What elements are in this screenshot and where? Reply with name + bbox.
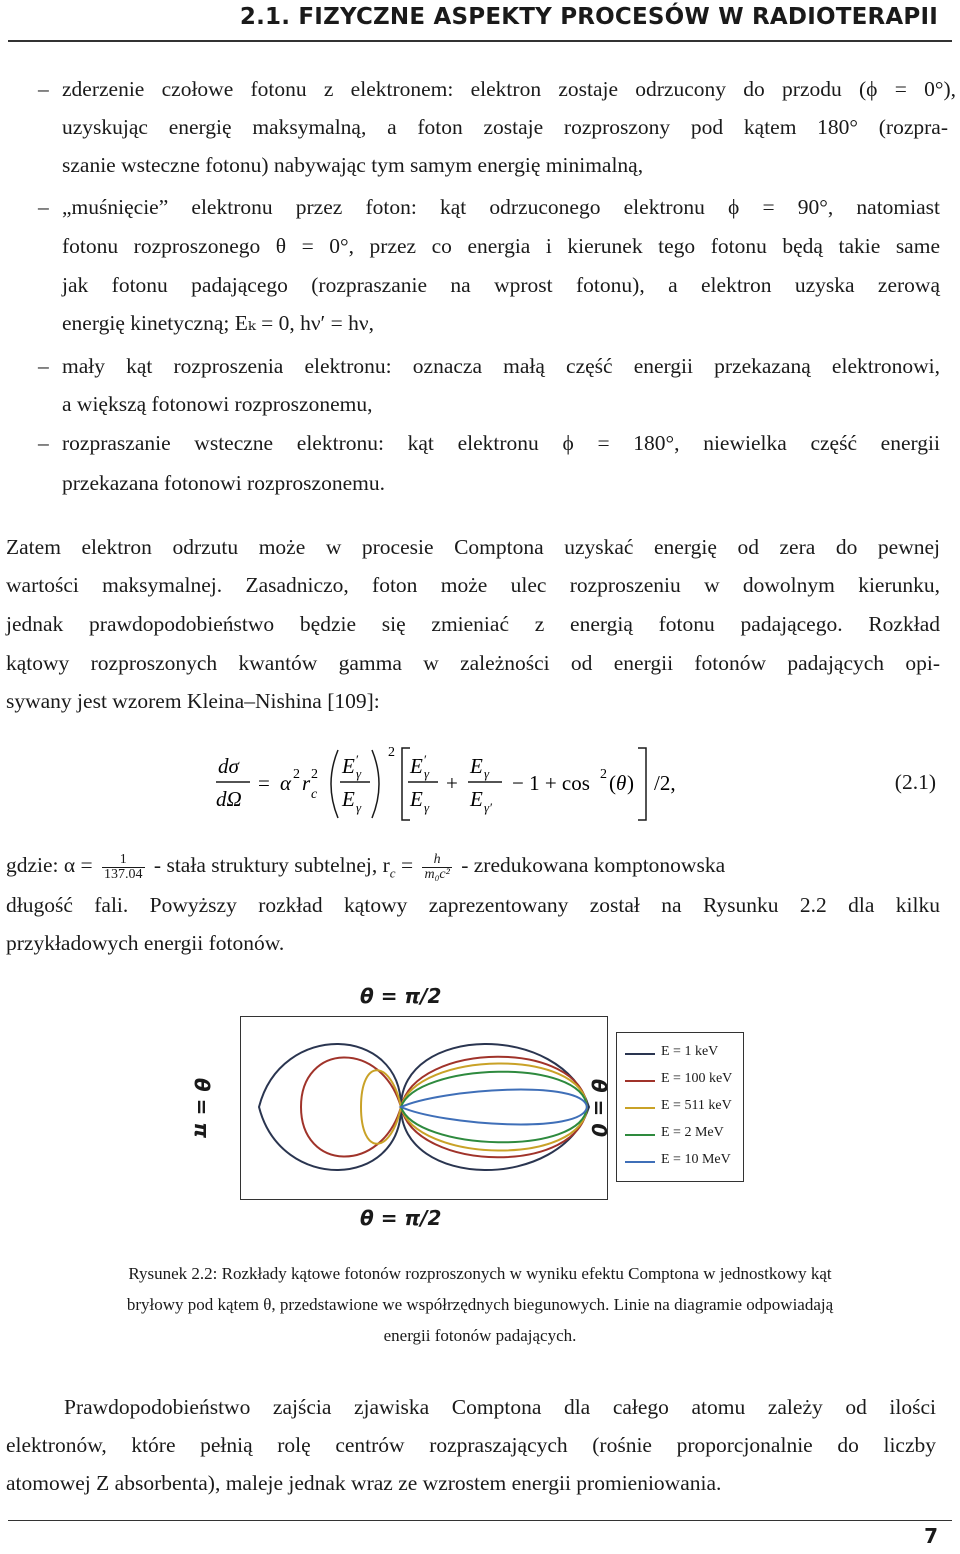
svg-text:E: E [410,754,423,778]
list-item-1-line-1: zderzenie czołowe fotonu z elektronem: elektron zostaje odrzucony do przodu (ϕ = 0°), [62,77,956,101]
rc-subscript: c [389,865,396,881]
paragraph-line: przykładowych energii fotonów. [6,931,285,955]
list-item-4-line-1: rozpraszanie wsteczne elektronu: kąt elektronu ϕ = 180°, niewielka część energii [62,431,940,455]
page-number: 7 [924,1524,938,1548]
list-item-1-line-2: uzyskując energię maksymalną, a foton zostaje rozproszony pod kątem 180° (rozpra- [62,115,948,139]
paragraph-line: jednak prawdopodobieństwo będzie się zmieniać z energią fotonu padającego. Rozkład [6,612,940,636]
caption-line: Rysunek 2.2: Rozkłady kątowe fotonów rozproszonych w wyniku efektu Comptona w jednostkowy kąt [128,1264,832,1283]
legend-swatch [625,1161,655,1163]
svg-text:/2,: /2, [654,771,676,795]
svg-text:E: E [410,787,423,811]
svg-text:+: + [446,771,458,795]
compton-wavelength-text: - zredukowana komptonowska [461,853,726,877]
list-item-3-line-1: mały kąt rozproszenia elektronu: oznacza małą część energii przekazaną elektronowi, [62,354,940,378]
paragraph-line: Prawdopodobieństwo zajścia zjawiska Comptona dla całego atomu zależy od ilości [64,1395,936,1419]
svg-text:2: 2 [600,767,607,782]
legend-item-100-kev [623,1068,741,1094]
fine-structure-text: - stała struktury subtelnej, r [153,853,390,877]
svg-text:γ: γ [424,766,430,781]
alpha-label: gdzie: α = [6,853,93,877]
list-item-3-line-2: a większą fotonowi rozproszonemu, [62,392,373,416]
legend-swatch [625,1080,655,1082]
polar-curves [241,1017,606,1198]
alpha-denominator: 137.04 [104,866,143,882]
legend-item-10-mev [623,1149,741,1175]
rc-numerator: h [422,853,451,868]
svg-text:− 1 + cos: − 1 + cos [512,771,590,795]
svg-text:dΩ: dΩ [216,787,242,811]
legend-item-2-mev [623,1122,741,1148]
list-dash: – [38,354,49,378]
svg-text:′: ′ [356,752,359,767]
curve-1-kev [259,1044,401,1170]
svg-text:α: α [280,771,292,795]
constants-line [6,850,940,884]
svg-text:E: E [470,787,483,811]
legend-item-511-kev [623,1095,741,1121]
list-item-2-line-2: fotonu rozproszonego θ = 0°, przez co energia i kierunek tego fotonu będą takie same [62,234,940,258]
svg-text:r: r [302,771,311,795]
legend-label: E = 1 keV [661,1044,719,1059]
paragraph-line: sywany jest wzorem Kleina–Nishina [109]: [6,689,380,713]
list-item-1-line-3: szanie wsteczne fotonu) nabywając tym samym energię minimalną, [62,153,644,177]
svg-text:′: ′ [424,752,427,767]
paragraph-line: atomowej Z absorbenta), maleje jednak wraz ze wzrostem energii promieniowania. [6,1471,722,1495]
curve-10-mev [401,1090,587,1125]
paragraph-line: długość fali. Powyższy rozkład kątowy zaprezentowany został na Rysunku 2.2 dla kilku [6,893,940,917]
legend-swatch [625,1107,655,1109]
figure-label-right: θ = 0 [587,1078,612,1138]
legend-label: E = 100 keV [661,1071,733,1086]
paragraph-line: wartości maksymalnej. Zasadniczo, foton może ulec rozproszeniu w dowolnym kierunku, [6,573,940,597]
list-dash: – [38,77,49,101]
svg-text:2: 2 [293,767,300,782]
figure-label-bottom: θ = π/2 [360,1206,442,1230]
svg-text:θ: θ [616,771,627,795]
caption-line: bryłowy pod kątem θ, przedstawione we współrzędnych biegunowych. Linie na diagramie odpowiadają [126,1295,834,1314]
svg-text:γ: γ [356,766,362,781]
rc-denominator: m₀c² [424,866,450,882]
legend-label: E = 511 keV [661,1098,732,1113]
svg-text:γ: γ [484,766,490,781]
header-rule [8,40,952,42]
equation-number: (2.1) [894,770,936,794]
legend-label: E = 2 MeV [661,1125,724,1140]
list-item-4-line-2: przekazana fotonowi rozproszonemu. [62,471,385,495]
svg-text:c: c [311,787,318,802]
curve-2-mev [401,1072,587,1143]
rc-fraction [422,853,451,882]
svg-text:=: = [258,771,270,795]
rc-equals: = [400,853,414,877]
figure-label-top: θ = π/2 [360,984,442,1008]
svg-text:dσ: dσ [218,754,239,778]
svg-text:2: 2 [388,745,395,760]
svg-text:γ: γ [356,800,362,815]
paragraph-line: kątowy rozproszonych kwantów gamma w zależności od energii fotonów padających opi- [6,651,940,675]
paragraph-line: elektronów, które pełnią rolę centrów rozpraszających (rośnie proporcjonalnie do liczby [6,1433,936,1457]
svg-text:γ: γ [424,800,430,815]
svg-text:E: E [342,787,355,811]
footer-rule [8,1520,952,1521]
chapter-heading: 2.1. FIZYCZNE ASPEKTY PROCESÓW W RADIOTERAPII [239,4,938,30]
running-header [0,0,960,46]
caption-line: energii fotonów padających. [383,1326,577,1345]
svg-text:E: E [470,754,483,778]
list-item-2-line-1: „muśnięcie” elektronu przez foton: kąt odrzuconego elektronu ϕ = 90°, natomiast [62,195,940,219]
figure-label-left: θ = π [190,1077,215,1139]
figure-legend [616,1032,744,1182]
legend-item-1-kev [623,1041,741,1067]
svg-text:γ′: γ′ [484,800,492,815]
legend-swatch [625,1134,655,1136]
paragraph-line: Zatem elektron odrzutu może w procesie Comptona uzyskać energię od zera do pewnej [6,535,940,559]
list-dash: – [38,195,49,219]
alpha-numerator: 1 [102,853,145,868]
legend-swatch [625,1053,655,1055]
legend-label: E = 10 MeV [661,1152,731,1167]
svg-text:2: 2 [311,767,318,782]
svg-text:(: ( [609,771,616,795]
plot-frame [240,1016,608,1200]
klein-nishina-formula [210,740,950,830]
list-item-2-line-3: jak fotonu padającego (rozpraszanie na wprost fotonu), a elektron uzyska zerową [62,273,940,297]
alpha-fraction [102,853,145,882]
svg-text:): ) [627,771,634,795]
svg-text:E: E [342,754,355,778]
list-item-2-line-4: energię kinetyczną; Eₖ = 0, hν′ = hν, [62,311,374,335]
list-dash: – [38,431,49,455]
